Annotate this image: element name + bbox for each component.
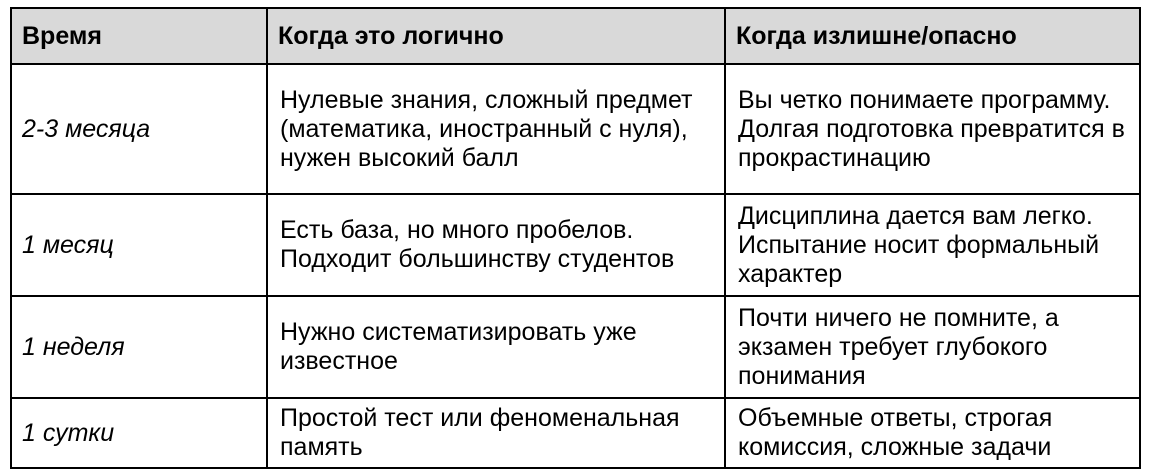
preparation-time-table	[10, 7, 1141, 469]
header-when-logical: Когда это логично	[267, 8, 725, 64]
cell-when-excessive: Вы четко понимаете программу. Долгая подготовка превратится в прокрастинацию	[725, 64, 1140, 194]
table-row	[11, 296, 1140, 398]
preparation-time-table-container	[10, 7, 1141, 469]
cell-time: 2-3 месяца	[11, 64, 267, 194]
cell-time: 1 месяц	[11, 194, 267, 296]
cell-when-excessive: Почти ничего не помните, а экзамен требует глубокого понимания	[725, 296, 1140, 398]
table-header-row	[11, 8, 1140, 64]
cell-when-logical: Есть база, но много пробелов. Подходит большинству студентов	[267, 194, 725, 296]
cell-when-logical: Нужно систематизировать уже известное	[267, 296, 725, 398]
cell-when-excessive: Объемные ответы, строгая комиссия, сложные задачи	[725, 398, 1140, 468]
cell-time: 1 неделя	[11, 296, 267, 398]
header-time: Время	[11, 8, 267, 64]
table-row	[11, 64, 1140, 194]
cell-when-logical: Простой тест или феноменальная память	[267, 398, 725, 468]
cell-when-logical: Нулевые знания, сложный предмет (математика, иностранный с нуля), нужен высокий балл	[267, 64, 725, 194]
table-row	[11, 194, 1140, 296]
cell-when-excessive: Дисциплина дается вам легко. Испытание носит формальный характер	[725, 194, 1140, 296]
table-row	[11, 398, 1140, 468]
cell-time: 1 сутки	[11, 398, 267, 468]
header-when-excessive: Когда излишне/опасно	[725, 8, 1140, 64]
